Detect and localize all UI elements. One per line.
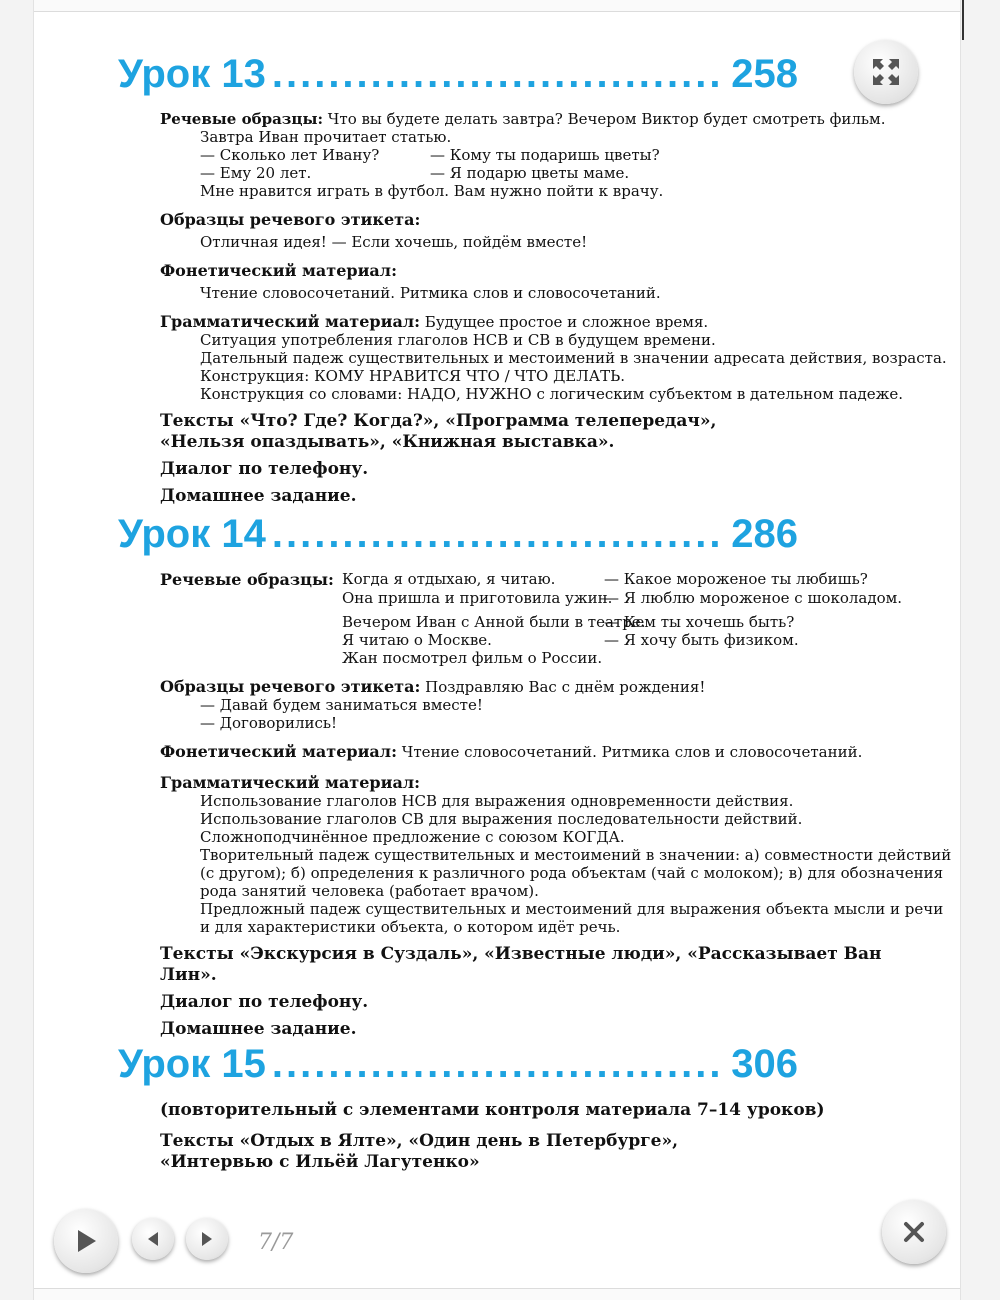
phonetic-title: Фонетический материал: [160, 261, 397, 280]
speech-line: Когда я отдыхаю, я читаю. [342, 570, 556, 588]
lesson-15-content [160, 1100, 920, 1173]
speech-line: Она пришла и приготовила ужин. [342, 589, 613, 607]
homework: Домашнее задание. [160, 486, 357, 506]
chevron-right-icon [199, 1230, 215, 1248]
lesson-13-heading[interactable] [118, 52, 798, 97]
previous-page-button[interactable] [132, 1218, 174, 1260]
phonetic-inline: Чтение словосочетаний. Ритмика слов и словосочетаний. [401, 743, 863, 761]
grammar-label: Грамматический материал: [160, 312, 421, 331]
grammar-line: Сложноподчинённое предложение с союзом КОГДА. [200, 828, 625, 846]
etiquette-inline: Поздравляю Вас с днём рождения! [425, 678, 706, 696]
grammar-line: Конструкция со словами: НАДО, НУЖНО с логическим субъектом в дательном падеже. [200, 385, 904, 403]
lesson-14-page: 286 [731, 512, 798, 556]
grammar-line: Использование глаголов НСВ для выражения одновременности действия. [200, 792, 794, 810]
speech-line: — Я люблю мороженое с шоколадом. [604, 589, 903, 607]
fullscreen-button[interactable] [854, 40, 918, 104]
etiquette-line: Отличная идея! — Если хочешь, пойдём вместе! [200, 233, 588, 251]
speech-line: Жан посмотрел фильм о России. [342, 649, 603, 667]
phonetic-label: Фонетический материал: [160, 742, 397, 761]
leader-dots [272, 1042, 725, 1087]
play-icon [74, 1228, 98, 1254]
lesson-13-page: 258 [731, 52, 798, 96]
play-button[interactable] [54, 1209, 118, 1273]
lesson-14-heading[interactable] [118, 512, 798, 557]
grammar-line: Конструкция: КОМУ НРАВИТСЯ ЧТО / ЧТО ДЕЛАТЬ. [200, 367, 625, 385]
close-button[interactable] [882, 1200, 946, 1264]
viewer-edge-line [962, 0, 964, 40]
viewer-top-frame [34, 0, 960, 12]
next-page-button[interactable] [186, 1218, 228, 1260]
grammar-line: рода занятий человека (работает врачом). [200, 882, 539, 900]
etiquette-line: — Давай будем заниматься вместе! [200, 696, 483, 714]
etiquette-title: Образцы речевого этикета: [160, 210, 421, 229]
lesson-15-heading[interactable] [118, 1042, 798, 1087]
viewer-bottom-frame [34, 1288, 960, 1300]
grammar-line: Использование глаголов СВ для выражения последовательности действий. [200, 810, 803, 828]
phonetic-line: Чтение словосочетаний. Ритмика слов и словосочетаний. [200, 284, 661, 302]
lesson-15-title: Урок 15 [118, 1042, 266, 1086]
lesson-14-content [160, 570, 952, 1040]
texts-line: Тексты «Отдых в Ялте», «Один день в Петербурге», [160, 1131, 679, 1151]
expand-icon [871, 57, 901, 87]
lesson-15-page: 306 [731, 1042, 798, 1086]
grammar-line: и для характеристики объекта, о котором идёт речь. [200, 918, 621, 936]
texts-line: Тексты «Экскурсия в Суздаль», «Известные люди», «Рассказывает Ван Лин». [160, 944, 882, 985]
grammar-line: Творительный падеж существительных и местоимений в значении: а) совместности действий [200, 846, 952, 864]
viewer-left-frame [0, 0, 34, 1300]
speech-line: Мне нравится играть в футбол. Вам нужно пойти к врачу. [200, 182, 664, 200]
homework: Домашнее задание. [160, 1019, 357, 1039]
grammar-line: Ситуация употребления глаголов НСВ и СВ в будущем времени. [200, 331, 716, 349]
texts-line: «Нельзя опаздывать», «Книжная выставка». [160, 432, 615, 452]
close-icon [902, 1220, 926, 1244]
etiquette-label: Образцы речевого этикета: [160, 677, 421, 696]
speech-label: Речевые образцы: [160, 110, 324, 128]
grammar-line: (с другом); б) определения к различного рода объектам (чай с молоком); в) для обозначения [200, 864, 944, 882]
chevron-left-icon [145, 1230, 161, 1248]
viewer-right-frame [960, 0, 1000, 1300]
speech-line: — Кем ты хочешь быть? [604, 613, 795, 631]
dialog-line: — Ему 20 лет. [200, 164, 312, 182]
grammar-line: Предложный падеж существительных и местоимений для выражения объекта мысли и речи [200, 900, 944, 918]
speech-line: Вечером Иван с Анной были в театре. [342, 613, 646, 631]
lesson-13-content [160, 110, 947, 507]
etiquette-line: — Договорились! [200, 714, 338, 732]
grammar-line: Дательный падеж существительных и местоимений в значении адресата действия, возраста. [200, 349, 947, 367]
page-counter: 7/7 [258, 1230, 294, 1255]
leader-dots [272, 52, 725, 97]
dialog-phone: Диалог по телефону. [160, 459, 369, 479]
dialog-line: — Сколько лет Ивану? [200, 146, 380, 164]
speech-line: — Я хочу быть физиком. [604, 631, 799, 649]
texts-line: Тексты «Что? Где? Когда?», «Программа телепередач», [160, 411, 717, 431]
speech-line: Я читаю о Москве. [342, 631, 492, 649]
dialog-phone: Диалог по телефону. [160, 992, 369, 1012]
lesson-13-title: Урок 13 [118, 52, 266, 96]
grammar-inline: Будущее простое и сложное время. [424, 313, 709, 331]
leader-dots [272, 512, 725, 557]
grammar-title: Грамматический материал: [160, 773, 421, 792]
document-page [34, 12, 960, 1288]
lesson-15-subtitle: (повторительный с элементами контроля материала 7–14 уроков) [160, 1100, 825, 1120]
dialog-line: — Кому ты подаришь цветы? [430, 146, 660, 164]
speech-line: Что вы будете делать завтра? Вечером Виктор будет смотреть фильм. [327, 110, 886, 128]
speech-label: Речевые образцы: [160, 570, 334, 589]
speech-line: — Какое мороженое ты любишь? [604, 570, 868, 588]
texts-line: «Интервью с Ильёй Лагутенко» [160, 1152, 480, 1172]
dialog-line: — Я подарю цветы маме. [430, 164, 630, 182]
speech-line: Завтра Иван прочитает статью. [200, 128, 452, 146]
lesson-14-title: Урок 14 [118, 512, 266, 556]
